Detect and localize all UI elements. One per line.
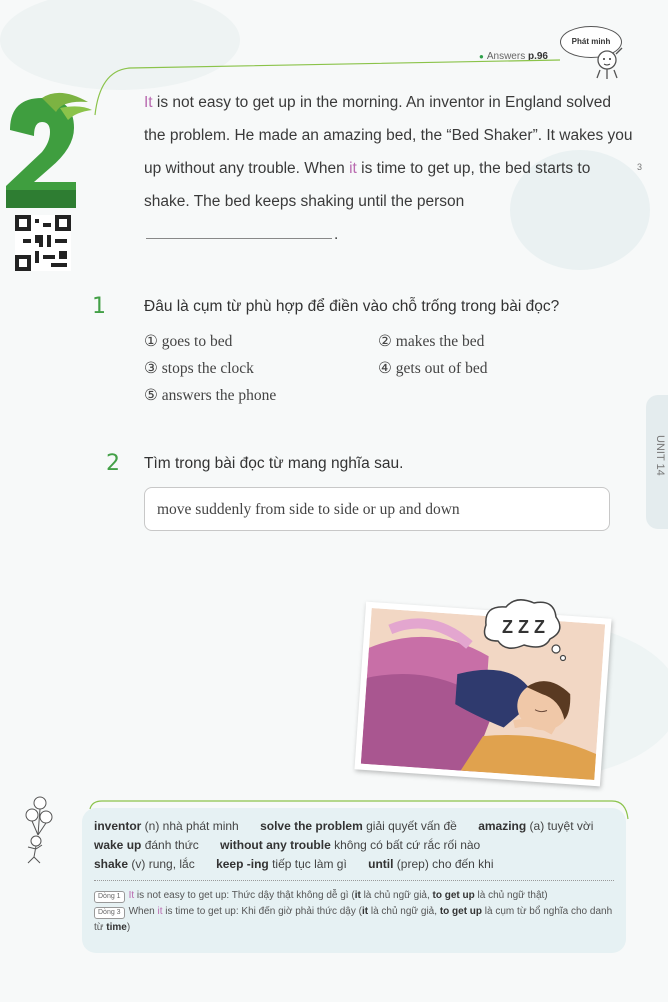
- kid-with-balloons-icon: [20, 795, 60, 865]
- note-bold: to get up: [432, 890, 475, 901]
- reading-passage: [144, 86, 634, 251]
- grammar-note-2: [94, 904, 624, 936]
- topic-bubble: Phát minh: [560, 26, 622, 58]
- bullet-icon: ●: [479, 52, 484, 61]
- definition-box: move suddenly from side to side or up and down: [144, 487, 610, 531]
- answers-label: Answers: [486, 51, 526, 62]
- grammar-note-1: [94, 888, 624, 904]
- option-3[interactable]: ③ stops the clock: [144, 360, 254, 377]
- passage-text: is time to get up, the bed starts to shake. The bed keeps shaking until the person: [144, 160, 591, 210]
- vocab-term: inventor: [94, 819, 142, 833]
- unit-tab[interactable]: [646, 395, 668, 529]
- dotted-divider: [94, 880, 614, 881]
- note-bold: it: [361, 906, 369, 917]
- vocab-line: [94, 855, 624, 874]
- note-text: is time to get up: Khi đến giờ phải thức dậy (: [162, 906, 362, 917]
- vocab-definition: (prep) cho đến khi: [393, 857, 494, 871]
- vocab-definition: giải quyết vấn đề: [362, 819, 457, 833]
- note-highlight: it: [157, 906, 163, 917]
- passage-text: .: [334, 226, 339, 243]
- zzz-text: Z Z Z: [502, 617, 545, 637]
- vocab-term: keep -ing: [216, 857, 269, 871]
- vocab-term: shake: [94, 857, 129, 871]
- vocab-definition: (a) tuyệt vời: [526, 819, 594, 833]
- vocabulary-list: [94, 817, 624, 874]
- vocab-definition: không có bất cứ rắc rối nào: [330, 838, 481, 852]
- vocab-line: [94, 817, 624, 836]
- note-text: When: [128, 906, 158, 917]
- note-text: là chủ ngữ giả,: [360, 890, 433, 901]
- passage-highlight-it: it: [349, 160, 357, 177]
- note-text: là chủ ngữ giả,: [368, 906, 440, 917]
- qr-code[interactable]: [15, 215, 71, 271]
- lesson-number-graphic: [0, 90, 100, 210]
- question-2-text: Tìm trong bài đọc từ mang nghĩa sau.: [144, 455, 404, 472]
- vocab-definition: tiếp tục làm gì: [268, 857, 347, 871]
- vocab-term: solve the problem: [260, 819, 363, 833]
- vocab-term: until: [368, 857, 394, 871]
- question-2-number: 2: [106, 451, 120, 476]
- unit-tab-label: UNIT 14: [654, 435, 666, 476]
- question-1-text: Đâu là cụm từ phù hợp để điền vào chỗ trống trong bài đọc?: [144, 298, 560, 315]
- vocab-definition: đánh thức: [141, 838, 199, 852]
- passage-text: is not easy to get up in the morning. An inventor in England solved the problem. He made an amazing bed, the “Bed Shaker”. It wakes you up without any trouble. When: [144, 94, 633, 177]
- passage-blank[interactable]: [146, 220, 332, 239]
- option-4[interactable]: ④ gets out of bed: [378, 360, 488, 377]
- note-highlight: It: [128, 890, 135, 901]
- answers-page: p.96: [527, 51, 548, 62]
- vocab-line: [94, 836, 624, 855]
- vocab-definition: (n) nhà phát minh: [141, 819, 239, 833]
- option-1[interactable]: ① goes to bed: [144, 333, 233, 350]
- passage-highlight-it: It: [144, 94, 153, 111]
- note-text: là chủ ngữ thật): [474, 890, 548, 901]
- line-marker: 3: [637, 162, 643, 172]
- note-bold: it: [354, 890, 361, 901]
- line-tag: Dòng 1: [94, 891, 125, 903]
- vocab-term: without any trouble: [220, 838, 331, 852]
- option-5[interactable]: ⑤ answers the phone: [144, 387, 277, 404]
- grammar-notes: [94, 888, 624, 936]
- inventor-mascot-icon: [592, 46, 626, 82]
- option-2[interactable]: ② makes the bed: [378, 333, 485, 350]
- vocab-term: amazing: [478, 819, 527, 833]
- vocab-definition: (v) rung, lắc: [128, 857, 195, 871]
- note-text: ): [126, 922, 131, 933]
- line-tag: Dòng 3: [94, 907, 125, 919]
- question-1-number: 1: [92, 294, 106, 319]
- lesson-number: 2: [40, 165, 41, 166]
- note-bold: to get up: [439, 906, 483, 917]
- note-text: is not easy to get up: Thức dậy thật không dễ gì (: [134, 890, 355, 901]
- vocab-term: wake up: [94, 838, 142, 852]
- thought-bubble-icon: [476, 595, 566, 665]
- note-bold: time: [106, 922, 127, 933]
- note-text: là cụm từ bổ nghĩa cho danh từ: [94, 906, 613, 933]
